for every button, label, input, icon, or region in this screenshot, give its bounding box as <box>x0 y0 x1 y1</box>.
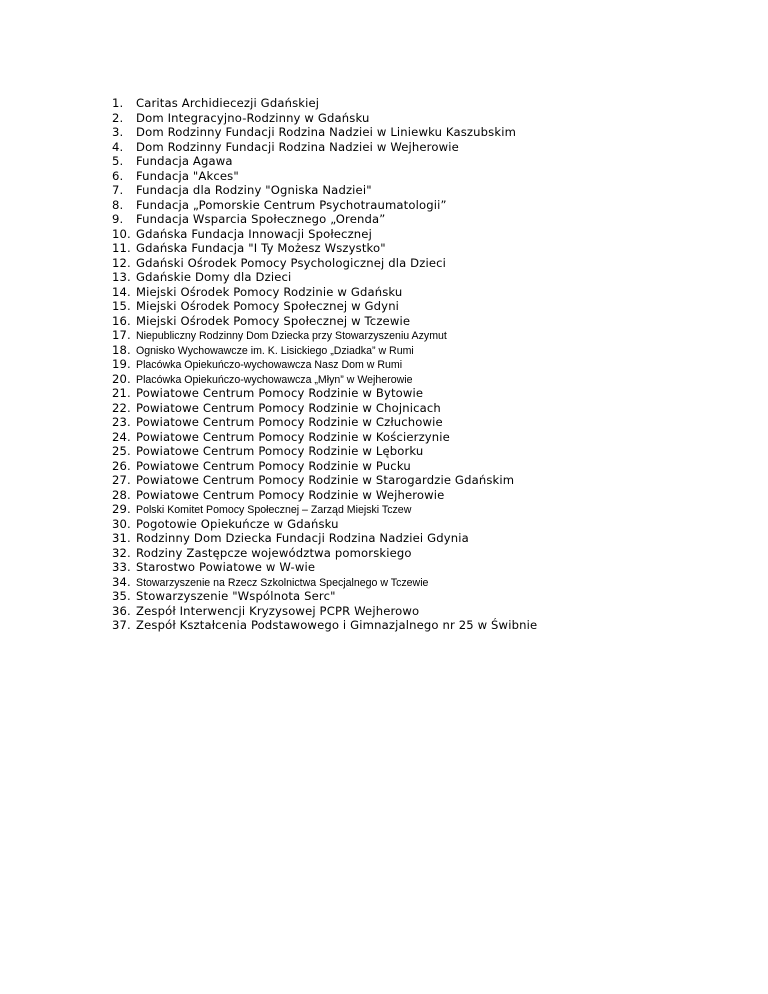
list-item <box>112 415 537 430</box>
item-text: Powiatowe Centrum Pomocy Rodzinie w Starogardzie Gdańskim <box>136 473 515 487</box>
item-text: Rodziny Zastępcze województwa pomorskiego <box>136 545 412 560</box>
item-text: Miejski Ośrodek Pomocy Rodzinie w Gdańsku <box>136 284 403 299</box>
item-text: Zespół Kształcenia Podstawowego i Gimnazjalnego nr 25 w Świbnie <box>136 618 538 632</box>
list-item <box>112 154 537 169</box>
list-item <box>112 270 537 285</box>
list-item <box>112 386 537 401</box>
item-number: 6. <box>112 168 124 183</box>
item-text: Gdańskie Domy dla Dzieci <box>136 270 292 284</box>
item-number: 12. <box>112 255 131 270</box>
item-text: Placówka Opiekuńczo-wychowawcza „Młyn” w Wejherowie <box>136 373 413 386</box>
item-number: 2. <box>112 110 124 125</box>
item-text: Gdańska Fundacja "I Ty Możesz Wszystko" <box>136 241 386 255</box>
item-text: Stowarzyszenie "Wspólnota Serc" <box>136 589 336 603</box>
institution-list <box>112 96 537 633</box>
list-item <box>112 502 537 517</box>
list-item <box>112 560 537 575</box>
item-text: Zespół Interwencji Kryzysowej PCPR Wejherowo <box>136 603 420 618</box>
item-text: Dom Rodzinny Fundacji Rodzina Nadziei w Wejherowie <box>136 139 459 154</box>
item-text: Powiatowe Centrum Pomocy Rodzinie w Wejherowie <box>136 487 445 502</box>
list-item <box>112 111 537 126</box>
list-item <box>112 96 537 111</box>
item-number: 17. <box>112 328 131 342</box>
item-number: 9. <box>112 212 124 226</box>
item-text: Powiatowe Centrum Pomocy Rodzinie w Pucku <box>136 458 411 473</box>
list-item <box>112 589 537 604</box>
item-number: 33. <box>112 560 131 574</box>
list-item <box>112 314 537 329</box>
list-item <box>112 198 537 213</box>
item-number: 31. <box>112 531 131 545</box>
item-text: Miejski Ośrodek Pomocy Społecznej w Gdyni <box>136 299 400 313</box>
item-text: Fundacja dla Rodziny "Ogniska Nadziei" <box>136 183 372 197</box>
list-item <box>112 125 537 140</box>
item-number: 35. <box>112 589 131 603</box>
item-number: 29. <box>112 502 131 516</box>
item-number: 24. <box>112 429 131 444</box>
item-text: Dom Integracyjno-Rodzinny w Gdańsku <box>136 110 370 125</box>
item-text: Caritas Archidiecezji Gdańskiej <box>136 96 320 110</box>
item-number: 27. <box>112 473 131 487</box>
item-number: 26. <box>112 458 131 473</box>
item-number: 28. <box>112 487 131 502</box>
item-number: 16. <box>112 313 131 328</box>
item-number: 11. <box>112 241 131 255</box>
item-number: 21. <box>112 386 131 400</box>
list-item <box>112 372 537 387</box>
item-number: 32. <box>112 545 131 560</box>
item-number: 4. <box>112 139 124 154</box>
item-number: 36. <box>112 603 131 618</box>
list-item <box>112 285 537 300</box>
list-item <box>112 459 537 474</box>
item-number: 15. <box>112 299 131 313</box>
item-number: 22. <box>112 400 131 415</box>
list-item <box>112 169 537 184</box>
item-text: Pogotowie Opiekuńcze w Gdańsku <box>136 516 339 531</box>
list-item <box>112 618 537 633</box>
item-number: 19. <box>112 357 131 371</box>
list-item <box>112 604 537 619</box>
list-item <box>112 140 537 155</box>
item-number: 1. <box>112 96 124 110</box>
list-item <box>112 488 537 503</box>
list-item <box>112 575 537 590</box>
list-item <box>112 430 537 445</box>
item-number: 3. <box>112 125 124 139</box>
item-text: Rodzinny Dom Dziecka Fundacji Rodzina Nadziei Gdynia <box>136 531 469 545</box>
item-number: 20. <box>112 371 131 386</box>
item-number: 5. <box>112 154 124 168</box>
item-text: Powiatowe Centrum Pomocy Rodzinie w Kościerzynie <box>136 429 450 444</box>
item-text: Fundacja „Pomorskie Centrum Psychotraumatologii” <box>136 197 447 212</box>
item-text: Niepubliczny Rodzinny Dom Dziecka przy Stowarzyszeniu Azymut <box>136 330 447 342</box>
item-text: Stowarzyszenie na Rzecz Szkolnictwa Specjalnego w Tczewie <box>136 576 429 589</box>
list-item <box>112 343 537 358</box>
item-number: 7. <box>112 183 124 197</box>
list-item <box>112 531 537 546</box>
item-text: Powiatowe Centrum Pomocy Rodzinie w Lęborku <box>136 444 424 458</box>
item-text: Placówka Opiekuńczo-wychowawcza Nasz Dom w Rumi <box>136 359 403 371</box>
item-text: Dom Rodzinny Fundacji Rodzina Nadziei w Liniewku Kaszubskim <box>136 125 517 139</box>
list-item <box>112 183 537 198</box>
list-item <box>112 241 537 256</box>
list-item <box>112 444 537 459</box>
item-text: Ognisko Wychowawcze im. K. Lisickiego „Dziadka” w Rumi <box>136 344 414 357</box>
list-item <box>112 256 537 271</box>
item-number: 37. <box>112 618 131 632</box>
item-number: 8. <box>112 197 124 212</box>
item-text: Gdański Ośrodek Pomocy Psychologicznej dla Dzieci <box>136 255 447 270</box>
item-number: 10. <box>112 226 131 241</box>
item-text: Fundacja Agawa <box>136 154 233 168</box>
item-number: 30. <box>112 516 131 531</box>
item-number: 18. <box>112 342 131 357</box>
item-number: 34. <box>112 574 131 589</box>
item-text: Powiatowe Centrum Pomocy Rodzinie w Chojnicach <box>136 400 441 415</box>
item-text: Gdańska Fundacja Innowacji Społecznej <box>136 226 372 241</box>
item-number: 23. <box>112 415 131 429</box>
item-text: Fundacja Wsparcia Społecznego „Orenda” <box>136 212 386 226</box>
list-item <box>112 299 537 314</box>
item-text: Powiatowe Centrum Pomocy Rodzinie w Człuchowie <box>136 415 443 429</box>
list-item <box>112 473 537 488</box>
item-number: 14. <box>112 284 131 299</box>
list-item <box>112 517 537 532</box>
item-number: 13. <box>112 270 131 284</box>
item-number: 25. <box>112 444 131 458</box>
list-item <box>112 357 537 372</box>
list-item <box>112 546 537 561</box>
item-text: Miejski Ośrodek Pomocy Społecznej w Tczewie <box>136 313 411 328</box>
item-text: Fundacja "Akces" <box>136 168 239 183</box>
list-item <box>112 328 537 343</box>
item-text: Polski Komitet Pomocy Społecznej – Zarząd Miejski Tczew <box>136 504 412 516</box>
item-text: Starostwo Powiatowe w W-wie <box>136 560 316 574</box>
list-item <box>112 401 537 416</box>
item-text: Powiatowe Centrum Pomocy Rodzinie w Bytowie <box>136 386 424 400</box>
list-item <box>112 227 537 242</box>
list-item <box>112 212 537 227</box>
